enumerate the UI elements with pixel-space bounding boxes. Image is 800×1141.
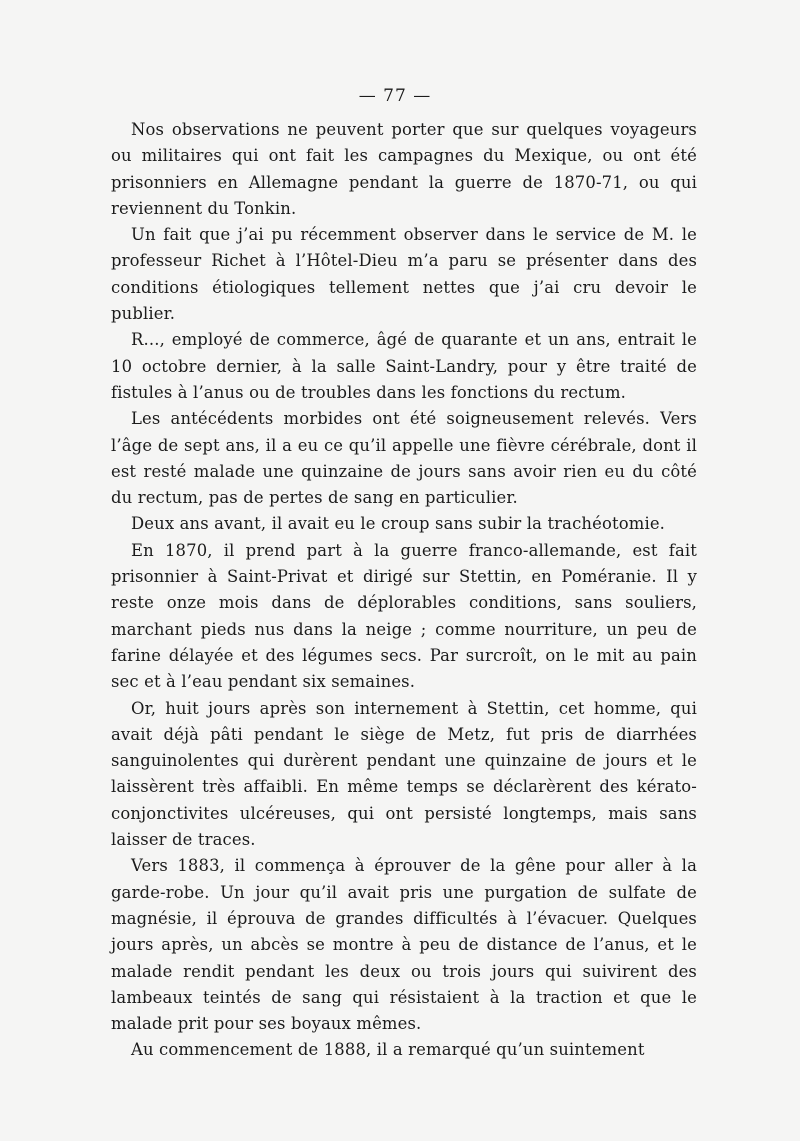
paragraph: Deux ans avant, il avait eu le croup sans subir la trachéotomie. (131, 514, 666, 534)
paragraph: Un fait que j’ai pu récemment observer dans le service de M. le professeur Richet à l’Hôtel-Dieu m’a paru se présenter dans des conditions étiologiques tellement nettes que j’ai cru devoir le publier. (111, 225, 697, 324)
paragraph: Nos observations ne peuvent porter que sur quelques voyageurs ou militaires qui ont fait les campagnes du Mexique, ou ont été prisonniers en Allemagne pendant la guerre de 1870-71, ou qui reviennent du Tonkin. (111, 120, 697, 218)
page-number: — 77 — (358, 86, 432, 106)
paragraph: Vers 1883, il commença à éprouver de la gêne pour aller à la garde-robe. Un jour qu’il avait pris une purgation de sulfate de magnésie, il éprouva de grandes difficultés à l’évacuer. Quelques jours après, un abcès se montre à peu de distance de l’anus, et le malade rendit pendant les deux ou trois jours qui suivirent des lambeaux teintés de sang qui résistaient à la traction et que le malade prit pour ses boyaux mêmes. (111, 856, 697, 1034)
body-text (111, 117, 697, 1064)
paragraph: R..., employé de commerce, âgé de quarante et un ans, entrait le 10 octobre dernier, à la salle Saint-Landry, pour y être traité de fistules à l’anus ou de troubles dans les fonctions du rectum. (111, 330, 697, 402)
paragraph: Au commencement de 1888, il a remarqué qu’un suintement (131, 1040, 645, 1060)
paragraph: Or, huit jours après son internement à Stettin, cet homme, qui avait déjà pâti pendant le siège de Metz, fut pris de diarrhées sanguinolentes qui durèrent pendant une quinzaine de jours et le laissèrent très affaibli. En même temps se déclarèrent des kérato-conjonctivites ulcéreuses, qui ont persisté longtemps, mais sans laisser de traces. (111, 698, 697, 850)
paragraph: En 1870, il prend part à la guerre franco-allemande, est fait prisonnier à Saint-Privat et dirigé sur Stettin, en Poméranie. Il y reste onze mois dans de déplorables conditions, sans souliers, marchant pieds nus dans la neige ; comme nourriture, un peu de farine délayée et des légumes secs. Par surcroît, on le mit au pain sec et à l’eau pendant six semaines. (111, 540, 697, 692)
paragraph: Les antécédents morbides ont été soigneusement relevés. Vers l’âge de sept ans, il a eu ce qu’il appelle une fièvre cérébrale, dont il est resté malade une quinzaine de jours sans avoir rien eu du côté du rectum, pas de pertes de sang en particulier. (111, 409, 697, 508)
